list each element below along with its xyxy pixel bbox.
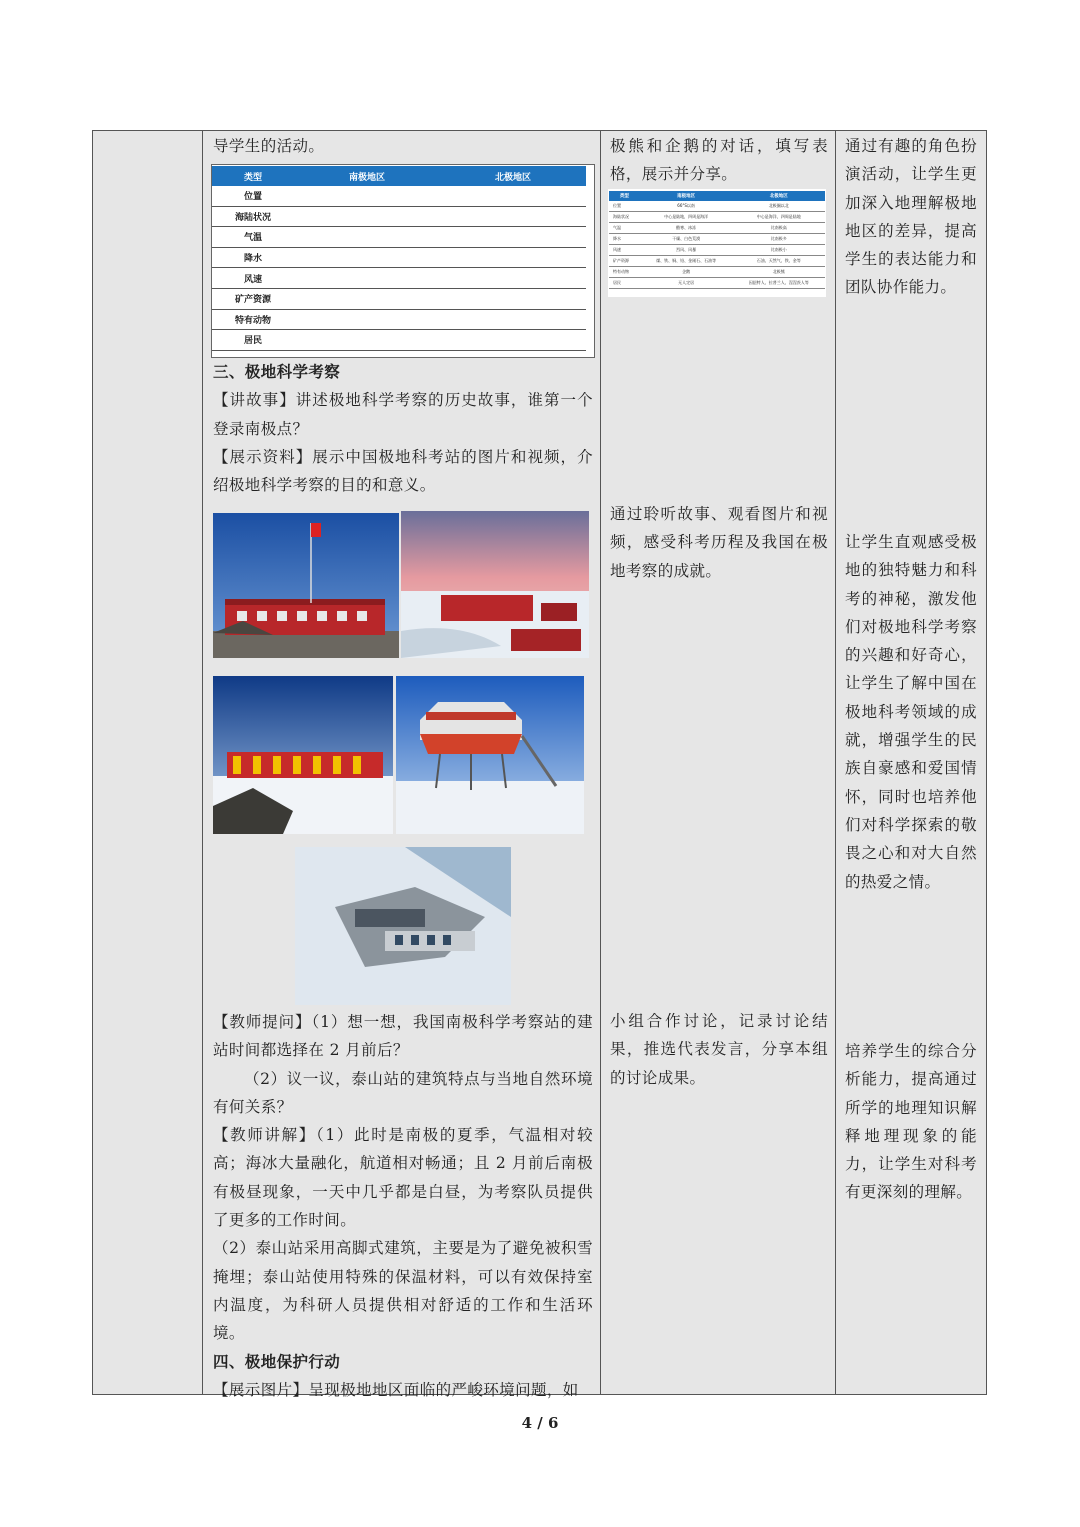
comparison-table (212, 166, 586, 351)
table-row (609, 212, 825, 223)
station-photo-great-wall (213, 513, 399, 658)
table-row (212, 330, 586, 351)
question-text-1: 【教师提问】（1）想一想，我国南极科学考察站的建站时间都选择在 2 月前后？ (213, 1013, 593, 1060)
table-row (609, 278, 825, 289)
table-row (212, 268, 586, 289)
table-row (609, 256, 825, 267)
story-text: 【讲故事】讲述极地科学考察的历史故事，谁第一个登录南极点？ (213, 391, 593, 438)
table-cell: 气温 (609, 223, 640, 234)
station-photo-kunlun (213, 676, 393, 834)
table-cell: 中心是陆地，四周是海洋 (640, 212, 733, 223)
table-cell: 比南极多 (732, 234, 825, 245)
table-row (212, 227, 586, 248)
table-cell: 比南极小 (732, 245, 825, 256)
table-row (609, 267, 825, 278)
table-header-cell: 南极地区 (640, 191, 733, 201)
table-cell: 酷寒、冰冻 (640, 223, 733, 234)
column-student-activity (601, 131, 836, 1394)
table-cell: 石油、天然气、铁、金等 (732, 256, 825, 267)
table-cell: 风速 (609, 245, 640, 256)
table-cell: 降水 (212, 247, 294, 268)
student-activity-1: 极熊和企鹅的对话，填写表格，展示并分享。 (610, 137, 828, 184)
design-intent-2: 让学生直观感受极地的独特魅力和科考的神秘，激发他们对极地科学考察的兴趣和好奇心，让学生了解中国在极地科考领域的成就，增强学生的民族自豪感和爱国情怀，同时也培养他们对科学探索的敬畏之心和对大自然的热爱之情。 (845, 533, 977, 891)
table-cell: 海陆状况 (609, 212, 640, 223)
table-header-cell: 北极地区 (440, 166, 586, 186)
column-step (93, 131, 203, 1394)
station-photo-zhongshan (401, 511, 589, 658)
intro-text: 导学生的活动。 (213, 137, 325, 155)
station-photo-qinling (295, 847, 511, 1005)
table-header-row (609, 191, 825, 201)
table-row (212, 288, 586, 309)
student-activity-2: 通过聆听故事、观看图片和视频，感受科考历程及我国在极地考察的成就。 (610, 505, 828, 580)
table-row (212, 247, 586, 268)
question-text-2: （2）议一议，泰山站的建筑特点与当地自然环境有何关系？ (213, 1069, 593, 1116)
table-header-cell: 类型 (212, 166, 294, 186)
table-cell: 位置 (212, 186, 294, 206)
table-cell: 烈风、风暴 (640, 245, 733, 256)
explanation-text-2: （2）泰山站采用高脚式建筑，主要是为了避免被积雪掩埋；泰山站使用特殊的保温材料，可以有效保持室内温度，为科研人员提供相对舒适的工作和生活环境。 (213, 1239, 593, 1343)
table-cell: 因纽特人、拉普兰人、涅涅茨人等 (732, 278, 825, 289)
table-header-cell: 南极地区 (294, 166, 440, 186)
table-cell: 降水 (609, 234, 640, 245)
station-photo-taishan (396, 676, 584, 834)
table-cell: 比南极高 (732, 223, 825, 234)
student-activity-3: 小组合作讨论，记录讨论结果，推选代表发言，分享本组的讨论成果。 (610, 1012, 828, 1087)
section4-title: 四、极地保护行动 (213, 1351, 341, 1371)
show-pictures-text: 【展示图片】呈现极地地区面临的严峻环境问题，如 (213, 1380, 579, 1399)
table-cell: 矿产资源 (609, 256, 640, 267)
explanation-text-1: 【教师讲解】（1）此时是南极的夏季，气温相对较高；海冰大量融化，航道相对畅通；且 2 月前后南极有极昼现象，一天中几乎都是白昼，为考察队员提供了更多的工作时间。 (213, 1126, 593, 1230)
table-cell: 居民 (212, 330, 294, 351)
filled-comparison-table (609, 191, 825, 289)
table-cell: 北极熊 (732, 267, 825, 278)
table-row (609, 223, 825, 234)
table-cell: 无人定居 (640, 278, 733, 289)
table-cell: 特有动物 (609, 267, 640, 278)
section3-title: 三、极地科学考察 (213, 362, 341, 381)
table-cell: 66°S以南 (640, 201, 733, 212)
design-intent-1: 通过有趣的角色扮演活动，让学生更加深入地理解极地地区的差异，提高学生的表达能力和团队协作能力。 (845, 137, 977, 297)
table-cell: 特有动物 (212, 309, 294, 330)
table-row (212, 309, 586, 330)
table-cell: 干燥、白色荒漠 (640, 234, 733, 245)
table-cell: 风速 (212, 268, 294, 289)
table-header-row (212, 166, 586, 186)
table-cell: 煤、铁、铜、铅、金刚石、石油等 (640, 256, 733, 267)
table-cell: 中心是海洋，四周是陆地 (732, 212, 825, 223)
table-cell: 居民 (609, 278, 640, 289)
column-teacher-activity (203, 131, 601, 1399)
table-row (609, 234, 825, 245)
table-row (609, 201, 825, 212)
table-cell: 海陆状况 (212, 206, 294, 227)
table-header-cell: 北极地区 (732, 191, 825, 201)
table-cell: 企鹅 (640, 267, 733, 278)
column-design-intent (836, 131, 986, 1394)
table-cell: 北极圈以北 (732, 201, 825, 212)
table-row (212, 186, 586, 206)
table-header-cell: 类型 (609, 191, 640, 201)
table-cell: 气温 (212, 227, 294, 248)
table-row (609, 245, 825, 256)
table-cell: 位置 (609, 201, 640, 212)
table-row (212, 206, 586, 227)
page-number: 4 / 6 (521, 1414, 559, 1432)
lesson-plan-table (92, 130, 987, 1399)
table-cell: 矿产资源 (212, 288, 294, 309)
show-material-text: 【展示资料】展示中国极地科考站的图片和视频，介绍极地科学考察的目的和意义。 (213, 447, 593, 495)
design-intent-3: 培养学生的综合分析能力，提高通过所学的地理知识解释地理现象的能力，让学生对科考有更深刻的理解。 (845, 1042, 977, 1202)
